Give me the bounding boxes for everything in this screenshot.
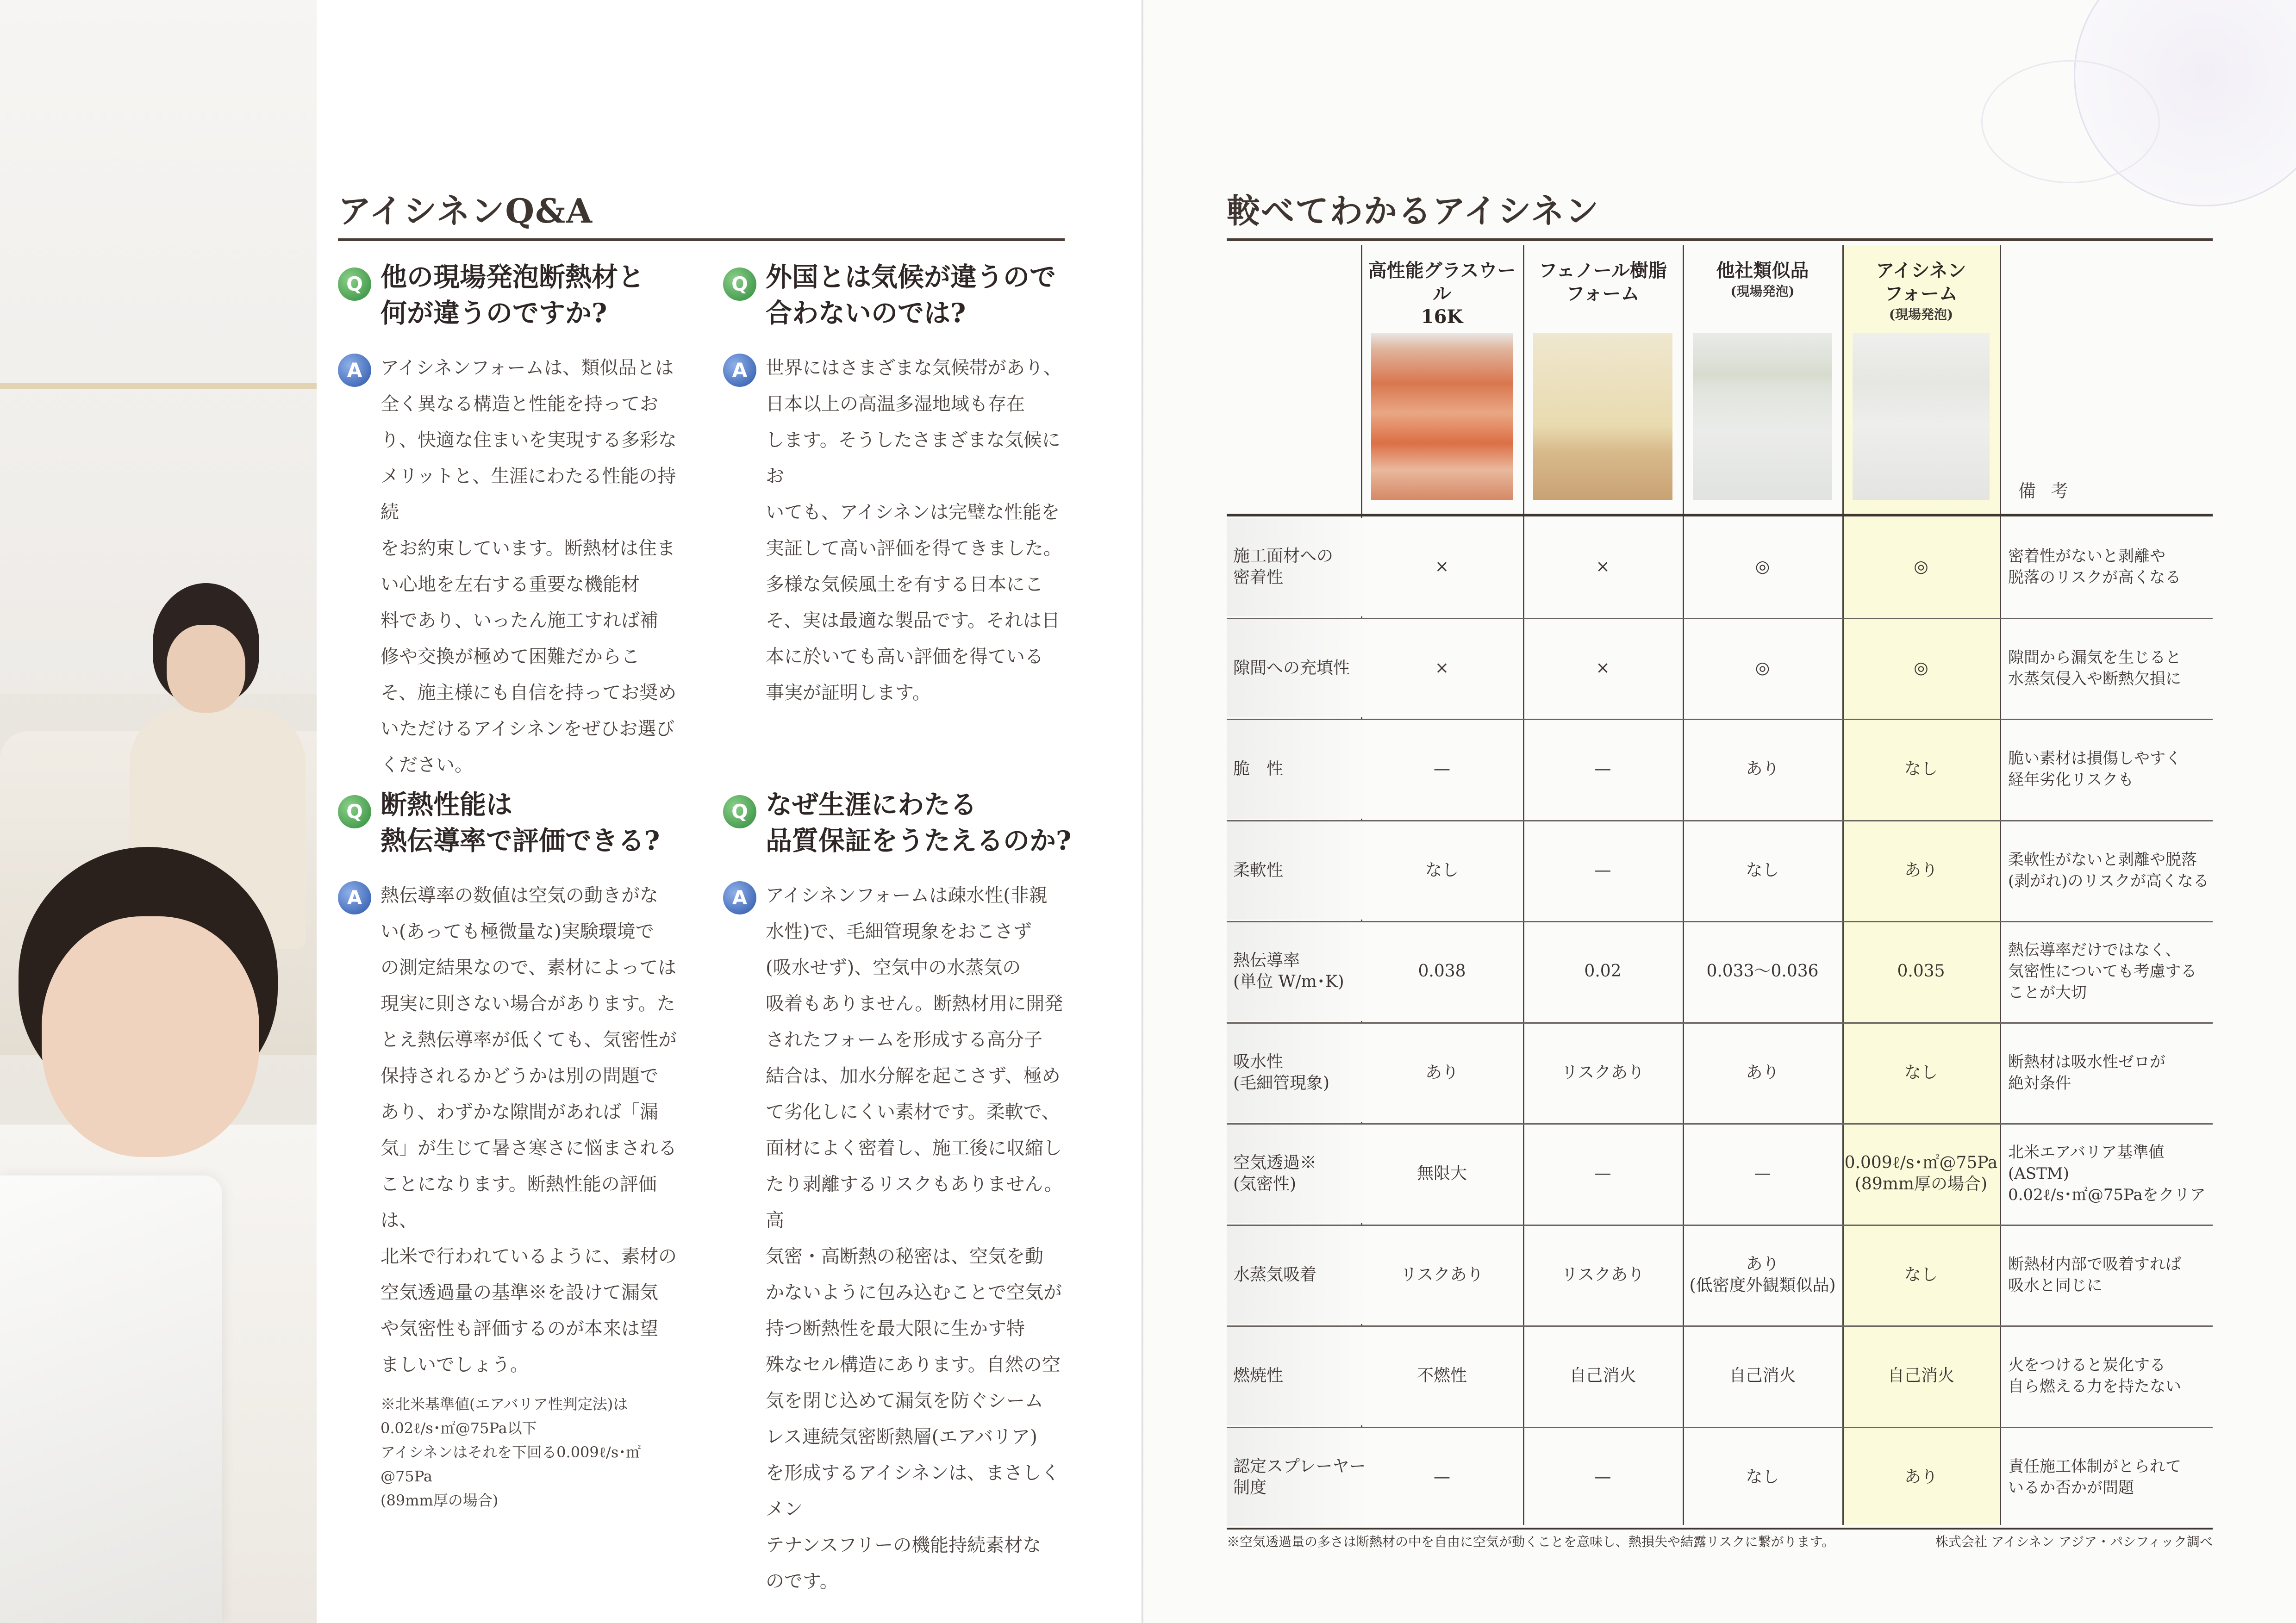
answer-line: アイシネンフォームは疎水性(非親: [766, 885, 1048, 906]
answer: [338, 350, 690, 783]
table-cell: [1523, 1225, 1683, 1326]
answer-line: たり剥離するリスクもありません。高: [766, 1174, 1063, 1231]
question: [338, 787, 690, 859]
table-cell: [1361, 516, 1523, 618]
table-cell: [1361, 1427, 1523, 1528]
table-cell: [1523, 820, 1683, 921]
answer-line: 料であり、いったん施工すれば補: [381, 610, 658, 631]
table-cell: [1683, 1225, 1842, 1326]
answer-line: 事実が証明します。: [766, 682, 931, 703]
row-remark: [2000, 1022, 2221, 1124]
row-label-text: [1233, 658, 1350, 679]
table-cell: [1523, 1325, 1683, 1427]
answer-line: 本に於いても高い評価を得ている: [766, 646, 1043, 667]
cell-value: ×: [1596, 557, 1610, 577]
answer-line: 保持されるかどうかは別の問題で: [381, 1065, 658, 1087]
remarks-header: 備 考: [2018, 481, 2073, 501]
table-cell: [1842, 1022, 2000, 1124]
remark-line: 隙間から漏気を生じると: [2008, 648, 2181, 667]
cell-value: あり: [1746, 1063, 1779, 1082]
answer-line: そ、施主様にも自信を持ってお奨め: [381, 682, 677, 703]
row-label: [1227, 1024, 1367, 1122]
answer-line: り、快適な住まいを実現する多彩な: [381, 429, 677, 451]
row-label-text: [1233, 759, 1283, 780]
answer-line: や気密性も評価するのが本来は望: [381, 1318, 658, 1339]
qa-title-rule: [338, 238, 1065, 241]
cell-value: 0.02: [1584, 962, 1622, 981]
row-remark: [2000, 618, 2221, 719]
qa-block: [338, 259, 690, 783]
row-label: [1227, 720, 1367, 819]
remark-line: 脱落のリスクが高くなる: [2008, 568, 2181, 587]
row-remark-text: [2008, 647, 2181, 690]
answer-line: 多様な気候風土を有する日本にこ: [766, 574, 1043, 595]
remark-line: 北米エアバリア基準値(ASTM): [2008, 1143, 2165, 1183]
answer-line: 吸着もありません。断熱材用に開発: [766, 993, 1063, 1014]
answer-line: ましいでしょう。: [381, 1354, 529, 1375]
table-cell: [1361, 921, 1523, 1022]
answer-line: て劣化しにくい素材です。柔軟で、: [766, 1101, 1060, 1123]
cell-value: 不燃性: [1416, 1366, 1467, 1386]
qa-block: [723, 259, 1075, 711]
qa-title: アイシネンQ&A: [338, 191, 593, 230]
answer-line: 気」が生じて暑さ寒さに悩まされる: [381, 1138, 677, 1159]
cell-value: ◎: [1914, 658, 1928, 678]
row-remark: [2000, 516, 2221, 618]
cell-value: —: [1594, 860, 1611, 880]
answer-line: 熱伝導率の数値は空気の動きがな: [381, 885, 658, 906]
question-line: 断熱性能は: [381, 789, 512, 820]
column-header-line: 他社類似品: [1716, 260, 1809, 281]
remark-line: ことが大切: [2008, 983, 2087, 1002]
row-label-text: [1233, 950, 1344, 993]
question-line: 熱伝導率で評価できる?: [381, 825, 660, 856]
cell-value: ◎: [1914, 557, 1928, 577]
row-remark-text: [2008, 939, 2196, 1003]
answer-line: そ、実は最適な製品です。それは日: [766, 610, 1060, 631]
table-cell: [1523, 719, 1683, 820]
photo-mother-and-daughter: [0, 0, 317, 1623]
answer-line: ください。: [381, 754, 473, 776]
question-line: 合わないのでは?: [766, 298, 966, 329]
answer-badge-icon: A: [338, 354, 371, 387]
answer-line: 空気透過量の基準※を設けて漏気: [381, 1282, 658, 1303]
table-cell: [1842, 1427, 2000, 1528]
table-cell: [1683, 1123, 1842, 1225]
source-credit: 株式会社 アイシネン アジア・パシフィック調べ: [1935, 1534, 2213, 1549]
column-header: [1523, 259, 1683, 305]
table-cell: [1523, 1022, 1683, 1124]
table-cell: [1683, 516, 1842, 618]
answer-line: 殊なセル構造にあります。自然の空: [766, 1354, 1061, 1375]
question-line: 品質保証をうたえるのか?: [766, 825, 1072, 856]
question: [723, 787, 1075, 859]
row-label-line: 水蒸気吸着: [1233, 1265, 1317, 1284]
row-label-line: 吸水性: [1233, 1052, 1284, 1071]
remark-line: 吸水と同じに: [2008, 1276, 2103, 1295]
answer: [723, 877, 1075, 1599]
cell-value: リスクあり: [1400, 1265, 1484, 1284]
table-cell: [1523, 618, 1683, 719]
row-remark: [2000, 820, 2221, 921]
answer-line: をお約束しています。断熱材は住ま: [381, 538, 675, 559]
note-line: ※北米基準値(エアバリア性判定法)は: [381, 1395, 628, 1413]
answer-line: かないように包み込むことで空気が: [766, 1282, 1062, 1303]
row-remark-text: [2008, 849, 2209, 892]
question-text: [381, 259, 690, 331]
table-cell: [1683, 719, 1842, 820]
remark-line: 脆い素材は損傷しやすく: [2008, 749, 2181, 768]
answer-line: 北米で行われているように、素材の: [381, 1246, 677, 1267]
answer-line: い心地を左右する重要な機能材: [381, 574, 640, 595]
comparison-title: 較べてわかるアイシネン: [1227, 191, 1600, 230]
remark-line: 断熱材は吸水性ゼロが: [2008, 1052, 2165, 1071]
row-remark: [2000, 1123, 2221, 1225]
column-header-line: 高性能グラスウール: [1368, 260, 1516, 305]
cell-value: ◎: [1755, 557, 1770, 577]
question-badge-icon: Q: [338, 267, 371, 301]
cell-value: あり (低密度外観類似品): [1689, 1254, 1836, 1295]
answer-line: 全く異なる構造と性能を持ってお: [381, 393, 658, 415]
row-label-line: 隙間への充填性: [1233, 658, 1350, 678]
cell-value: なし: [1425, 860, 1459, 880]
answer-text: [766, 350, 1075, 711]
answer-line: とえ熱伝導率が低くても、気密性が: [381, 1029, 677, 1051]
column-header-line: 16K: [1421, 306, 1463, 328]
row-label: [1227, 821, 1367, 920]
table-cell: [1683, 1427, 1842, 1528]
table-cell: [1361, 1325, 1523, 1427]
question: [723, 259, 1075, 331]
row-remark-text: [2008, 1142, 2221, 1206]
answer-line: 世界にはさまざまな気候帯があり、: [766, 357, 1062, 379]
answer-note: [381, 1392, 690, 1512]
answer-line: あり、わずかな隙間があれば「漏: [381, 1101, 658, 1123]
row-label: [1227, 922, 1367, 1021]
answer-line: の測定結果なので、素材によっては: [381, 957, 677, 978]
row-remark: [2000, 1427, 2221, 1528]
table-cell: [1683, 618, 1842, 719]
aisinene-foam-sample-photo: [1853, 333, 1990, 500]
remark-line: いるか否かが問題: [2008, 1478, 2134, 1497]
row-label-text: [1233, 860, 1283, 881]
row-label: [1227, 1226, 1367, 1325]
answer-line: 水性)で、毛細管現象をおこさず: [766, 921, 1032, 942]
cell-value: なし: [1904, 1063, 1938, 1082]
cell-value: なし: [1746, 860, 1779, 880]
cell-value: あり: [1746, 759, 1779, 779]
answer-line: いただけるアイシネンをぜひお選び: [381, 718, 675, 740]
row-label: [1227, 1327, 1367, 1425]
row-remark-text: [2008, 1355, 2181, 1397]
row-remark: [2000, 1225, 2221, 1326]
column-header-line: アイシネン: [1876, 260, 1966, 281]
laptop: [0, 1175, 222, 1623]
answer-line: いても、アイシネンは完璧な性能を: [766, 502, 1060, 523]
comparison-table: [1227, 245, 2213, 1525]
row-label-line: 制度: [1233, 1478, 1267, 1497]
row-label: [1227, 518, 1367, 616]
row-label-line: 空気透過※: [1233, 1153, 1317, 1173]
cell-value: あり: [1904, 860, 1938, 880]
cell-value: なし: [1904, 759, 1938, 779]
answer-line: 現実に則さない場合があります。た: [381, 993, 675, 1014]
answer-line: 修や交換が極めて困難だからこ: [381, 646, 640, 667]
remark-line: 経年劣化リスクも: [2008, 771, 2134, 790]
cell-value: ◎: [1755, 658, 1770, 678]
answer-line: を形成するアイシネンは、まさしくメン: [766, 1462, 1060, 1520]
column-header-sub: (現場発泡): [1889, 307, 1953, 322]
answer-line: されたフォームを形成する高分子: [766, 1029, 1042, 1051]
row-label-text: [1233, 1365, 1283, 1387]
row-remark-text: [2008, 546, 2181, 588]
note-line: 0.02ℓ/s･㎡@75Pa以下: [381, 1419, 537, 1437]
row-label-line: (気密性): [1233, 1175, 1297, 1194]
left-page: [0, 0, 1143, 1623]
question-badge-icon: Q: [723, 267, 756, 301]
question-badge-icon: Q: [338, 795, 371, 828]
remark-line: 密着性がないと剥離や: [2008, 547, 2165, 566]
answer-badge-icon: A: [723, 354, 756, 387]
row-label-text: [1233, 1264, 1316, 1286]
table-cell: [1842, 618, 2000, 719]
remark-line: 熱伝導率だけではなく、: [2008, 941, 2181, 960]
answer-line: 結合は、加水分解を起こさず、極め: [766, 1065, 1061, 1087]
column-header: [1842, 259, 2000, 324]
table-cell: [1361, 1225, 1523, 1326]
cell-value: ×: [1435, 557, 1449, 577]
row-label-line: 密着性: [1233, 568, 1284, 587]
row-label-line: 熱伝導率: [1233, 951, 1300, 970]
cell-value: あり: [1425, 1063, 1459, 1082]
cell-value: リスクあり: [1561, 1063, 1645, 1082]
answer-line: 面材によく密着し、施工後に収縮し: [766, 1138, 1062, 1159]
question-line: なぜ生涯にわたる: [766, 789, 977, 820]
table-cell: [1683, 1325, 1842, 1427]
row-label: [1227, 1428, 1367, 1527]
answer-line: のです。: [766, 1571, 838, 1592]
column-header: [1361, 259, 1523, 329]
answer-line: アイシネンフォームは、類似品とは: [381, 357, 674, 379]
remark-line: 絶対条件: [2008, 1074, 2071, 1093]
question: [338, 259, 690, 331]
cell-value: —: [1754, 1164, 1771, 1183]
row-label-line: 施工面材への: [1233, 547, 1334, 566]
answer-line: 気を閉じ込めて漏気を防ぐシーム: [766, 1390, 1043, 1412]
answer-text: [766, 877, 1075, 1599]
table-cell: [1361, 1022, 1523, 1124]
cell-value: —: [1594, 1467, 1611, 1486]
question-text: [766, 259, 1075, 331]
answer-line: レス連続気密断熱層(エアバリア): [766, 1426, 1037, 1448]
row-label: [1227, 619, 1367, 718]
table-cell: [1683, 820, 1842, 921]
column-header-line: フォーム: [1566, 283, 1640, 305]
cell-value: —: [1594, 1164, 1611, 1183]
table-cell: [1842, 516, 2000, 618]
cell-value: ×: [1435, 658, 1449, 678]
answer-line: 持つ断熱性を最大限に生かす特: [766, 1318, 1025, 1339]
table-cell: [1683, 921, 1842, 1022]
question-line: 何が違うのですか?: [381, 298, 607, 329]
table-cell: [1523, 516, 1683, 618]
table-cell: [1842, 1123, 2000, 1225]
row-label-line: 柔軟性: [1233, 860, 1284, 880]
cell-value: なし: [1746, 1467, 1779, 1486]
qa-block: [723, 787, 1075, 1599]
question-text: [381, 787, 690, 859]
answer-line: 気密・高断熱の秘密は、空気を動: [766, 1246, 1043, 1267]
table-cell: [1842, 1225, 2000, 1326]
row-remark-text: [2008, 1254, 2181, 1296]
row-remark-text: [2008, 1051, 2165, 1094]
question-text: [766, 787, 1075, 859]
row-label-text: [1233, 1152, 1316, 1195]
answer-line: 実証して高い評価を得てきました。: [766, 538, 1062, 559]
glass-wool-sample-photo: [1371, 333, 1513, 500]
cell-value: ×: [1596, 658, 1610, 678]
note-line: アイシネンはそれを下回る0.009ℓ/s･㎡@75Pa: [381, 1443, 641, 1485]
table-cell: [1361, 1123, 1523, 1225]
row-remark: [2000, 1325, 2221, 1427]
cell-value: 自己消火: [1569, 1366, 1636, 1386]
row-remark-text: [2008, 748, 2181, 790]
row-label-text: [1233, 1456, 1366, 1499]
remark-line: 柔軟性がないと剥離や脱落: [2008, 850, 2197, 869]
cell-value: 無限大: [1416, 1164, 1467, 1183]
question-badge-icon: Q: [723, 795, 756, 828]
answer-badge-icon: A: [723, 881, 756, 914]
table-cell: [1842, 921, 2000, 1022]
table-cell: [1842, 719, 2000, 820]
table-footnote: ※空気透過量の多さは断熱材の中を自由に空気が動くことを意味し、熱損失や結露リスクに繋がります。: [1227, 1534, 1835, 1549]
remark-line: 責任施工体制がとられて: [2008, 1457, 2181, 1476]
cell-value: あり: [1904, 1467, 1938, 1486]
qa-block: [338, 787, 690, 1512]
cell-value: 0.033～0.036: [1706, 962, 1819, 981]
competitor-foam-sample-photo: [1693, 333, 1832, 500]
remark-line: 断熱材内部で吸着すれば: [2008, 1255, 2181, 1274]
row-remark: [2000, 719, 2221, 820]
cell-value: 自己消火: [1729, 1366, 1796, 1386]
cell-value: リスクあり: [1561, 1265, 1645, 1284]
table-cell: [1523, 1427, 1683, 1528]
remark-line: 気密性についても考慮する: [2008, 962, 2197, 981]
table-cell: [1523, 1123, 1683, 1225]
note-line: (89mm厚の場合): [381, 1492, 499, 1509]
remark-line: 水蒸気侵入や断熱欠損に: [2008, 669, 2181, 688]
row-remark: [2000, 921, 2221, 1022]
question-line: 外国とは気候が違うので: [766, 261, 1056, 292]
table-cell: [1361, 820, 1523, 921]
answer-line: テナンスフリーの機能持続素材な: [766, 1535, 1042, 1556]
answer: [338, 877, 690, 1383]
cell-value: 0.009ℓ/s･㎡@75Pa (89mm厚の場合): [1844, 1153, 1998, 1194]
row-label-line: 認定スプレーヤー: [1233, 1456, 1366, 1476]
answer-line: (吸水せず)、空気中の水蒸気の: [766, 957, 1021, 978]
table-cell: [1361, 719, 1523, 820]
answer-line: メリットと、生涯にわたる性能の持続: [381, 466, 676, 523]
cell-value: 0.035: [1897, 962, 1945, 981]
answer-line: 日本以上の高温多湿地域も存在: [766, 393, 1025, 415]
table-cell: [1842, 1325, 2000, 1427]
table-cell: [1361, 618, 1523, 719]
remark-line: (剥がれ)のリスクが高くなる: [2008, 871, 2209, 890]
cell-value: —: [1434, 1467, 1450, 1486]
answer-badge-icon: A: [338, 881, 371, 914]
phenol-foam-sample-photo: [1533, 333, 1672, 500]
cell-value: なし: [1904, 1265, 1938, 1284]
row-label: [1227, 1125, 1367, 1223]
row-label-text: [1233, 546, 1333, 588]
column-header-line: フォーム: [1884, 283, 1958, 305]
cell-value: 0.038: [1418, 962, 1466, 981]
row-label-line: 脆 性: [1233, 759, 1284, 779]
decorative-circle: [1981, 60, 2160, 183]
answer-line: ことになります。断熱性能の評価は、: [381, 1174, 657, 1231]
column-header-line: フェノール樹脂: [1539, 260, 1667, 281]
table-cell: [1683, 1022, 1842, 1124]
cell-value: 自己消火: [1887, 1366, 1954, 1386]
table-bottom-rule: [1227, 1528, 2213, 1530]
column-header: [1683, 259, 1842, 301]
remark-line: 自ら燃える力を持たない: [2008, 1377, 2181, 1396]
cell-value: —: [1434, 759, 1450, 779]
table-cell: [1842, 820, 2000, 921]
row-label-line: (単位 W/m･K): [1233, 972, 1344, 992]
answer: [723, 350, 1075, 711]
answer-line: い(あっても極微量な)実験環境で: [381, 921, 654, 942]
row-label-text: [1233, 1051, 1329, 1094]
remark-line: 0.02ℓ/s･㎡@75Paをクリア: [2008, 1186, 2206, 1205]
question-line: 他の現場発泡断熱材と: [381, 261, 644, 292]
column-header-sub: (現場発泡): [1730, 284, 1795, 299]
table-cell: [1523, 921, 1683, 1022]
remark-line: 火をつけると炭化する: [2008, 1356, 2165, 1375]
answer-line: します。そうしたさまざまな気候にお: [766, 429, 1061, 487]
cell-value: —: [1594, 759, 1611, 779]
row-label-line: (毛細管現象): [1233, 1073, 1330, 1093]
answer-text: [381, 877, 690, 1383]
row-remark-text: [2008, 1456, 2181, 1499]
answer-text: [381, 350, 690, 783]
comparison-title-rule: [1227, 238, 2213, 241]
row-label-line: 燃焼性: [1233, 1366, 1284, 1386]
